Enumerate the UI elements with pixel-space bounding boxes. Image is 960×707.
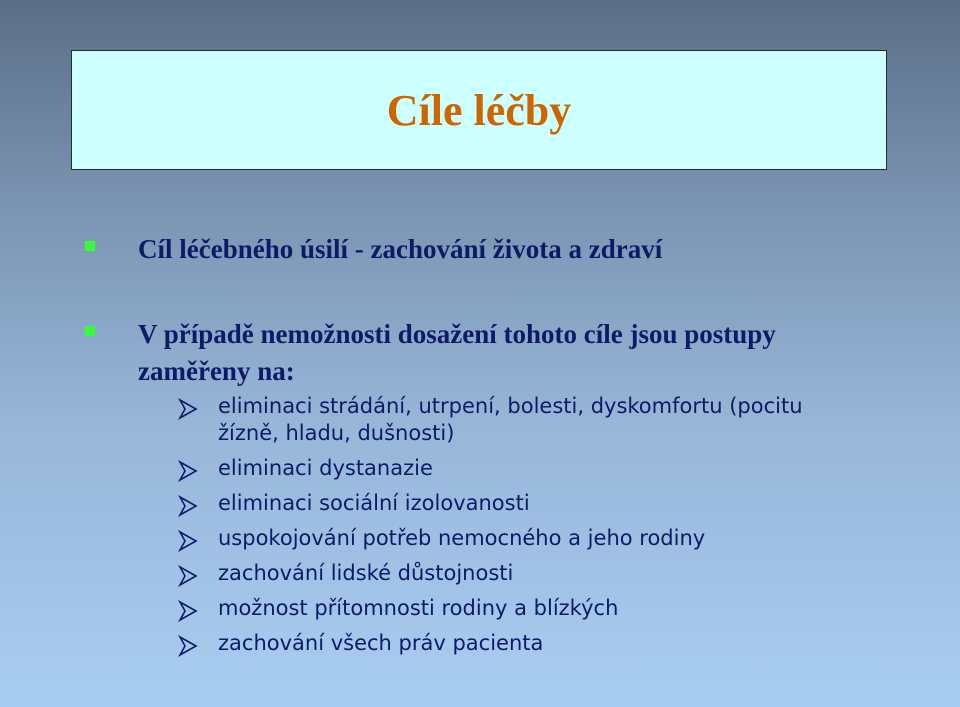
square-bullet-icon xyxy=(85,326,95,336)
sub-item xyxy=(178,455,878,482)
arrowhead-bullet-icon xyxy=(178,398,198,420)
arrowhead-bullet-icon xyxy=(178,565,198,587)
sub-item-text: zachování všech práv pacienta xyxy=(218,631,544,655)
sub-item xyxy=(178,560,878,587)
sub-item-text: eliminaci sociální izolovanosti xyxy=(218,491,530,515)
bullet-item xyxy=(85,231,905,268)
sub-item-text: eliminaci dystanazie xyxy=(218,456,433,480)
arrowhead-bullet-icon xyxy=(178,600,198,622)
title-box xyxy=(71,50,887,170)
bullet-text: V případě nemožnosti dosažení tohoto cíle jsou postupy zaměřeny na: xyxy=(138,319,776,386)
slide-title: Cíle léčby xyxy=(386,85,572,135)
sub-item xyxy=(178,393,878,447)
sub-item xyxy=(178,525,878,552)
arrowhead-bullet-icon xyxy=(178,635,198,657)
sub-item-text: eliminaci strádání, utrpení, bolesti, dyskomfortu (pocitu žízně, hladu, dušnosti) xyxy=(218,394,803,445)
arrowhead-bullet-icon xyxy=(178,495,198,517)
arrowhead-bullet-icon xyxy=(178,530,198,552)
sub-item-text: zachování lidské důstojnosti xyxy=(218,561,514,585)
arrowhead-bullet-icon xyxy=(178,460,198,482)
sub-item xyxy=(178,490,878,517)
sub-item-text: uspokojování potřeb nemocného a jeho rodiny xyxy=(218,526,706,550)
bullet-text: Cíl léčebného úsilí - zachování života a zdraví xyxy=(138,234,663,264)
sub-item-text: možnost přítomnosti rodiny a blízkých xyxy=(218,596,619,620)
sub-item xyxy=(178,630,878,657)
square-bullet-icon xyxy=(85,241,95,251)
bullet-item xyxy=(85,316,785,390)
sub-item xyxy=(178,595,878,622)
